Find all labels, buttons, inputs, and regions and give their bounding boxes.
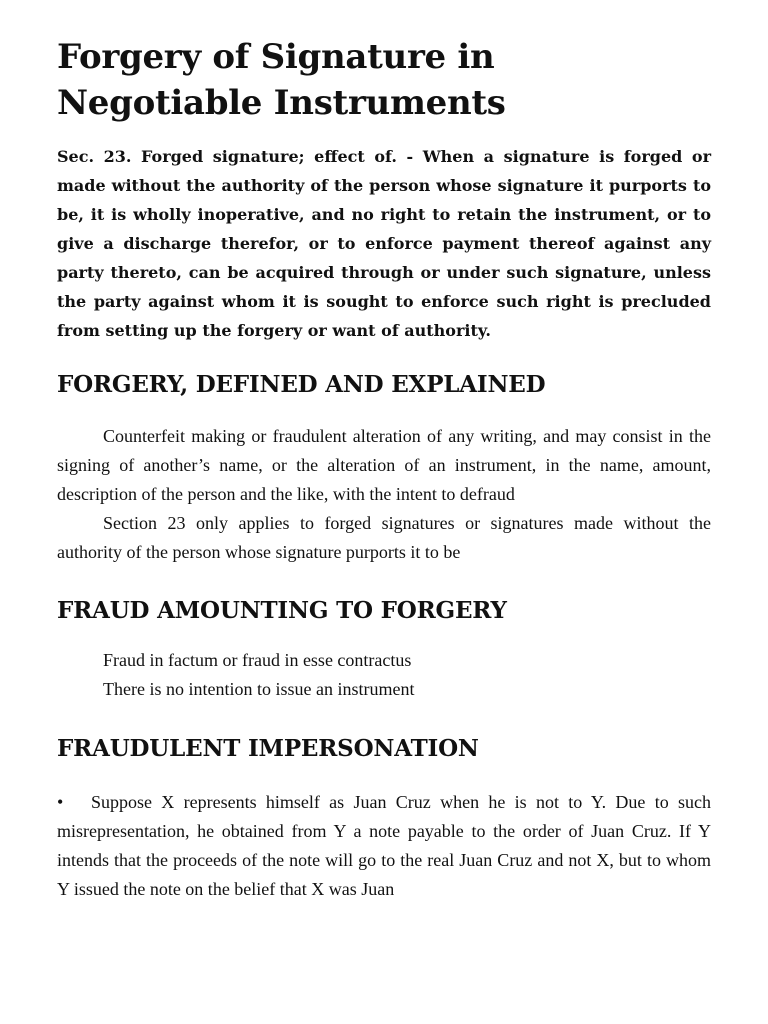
impersonation-bullet-item bbox=[57, 788, 711, 904]
section-23-scope-paragraph: Section 23 only applies to forged signatures or signatures made without the authority of the person whose signature purports it to be bbox=[57, 513, 711, 562]
heading-forgery-defined: FORGERY, DEFINED AND EXPLAINED bbox=[57, 371, 546, 398]
fraud-forgery-body bbox=[57, 646, 711, 704]
document-title: Forgery of Signature in Negotiable Instruments bbox=[57, 37, 506, 123]
document-page bbox=[57, 34, 711, 904]
heading-fraudulent-impersonation: FRAUDULENT IMPERSONATION bbox=[57, 735, 479, 762]
forgery-definition-paragraph: Counterfeit making or fraudulent alteration of any writing, and may consist in the signing of another’s name, or the alteration of an instrument, in the name, amount, description of the person and the like, with the intent to defraud bbox=[57, 426, 711, 504]
section-23-text: Sec. 23. Forged signature; effect of. - When a signature is forged or made without the authority of the person whose signature it purports to be, it is wholly inoperative, and no right to retain the instrument, or to give a discharge therefor, or to enforce payment thereof against any party thereto, can be acquired through or under such signature, unless the party against whom it is sought to enforce such right is precluded from setting up the forgery or want of authority. bbox=[57, 147, 711, 340]
fraud-line: Fraud in factum or fraud in esse contractus bbox=[103, 650, 412, 670]
fraud-line: There is no intention to issue an instrument bbox=[103, 679, 415, 699]
forgery-defined-body bbox=[57, 422, 711, 567]
impersonation-text: Suppose X represents himself as Juan Cruz when he is not to Y. Due to such misrepresentation, he obtained from Y a note payable to the order of Juan Cruz. If Y intends that the proceeds of the note will go to the real Juan Cruz and not X, but to whom Y issued the note on the belief that X was Juan bbox=[57, 792, 711, 899]
impersonation-body bbox=[57, 788, 711, 904]
heading-fraud-amounting-to-forgery: FRAUD AMOUNTING TO FORGERY bbox=[57, 597, 507, 624]
bullet-icon: • bbox=[57, 792, 64, 812]
